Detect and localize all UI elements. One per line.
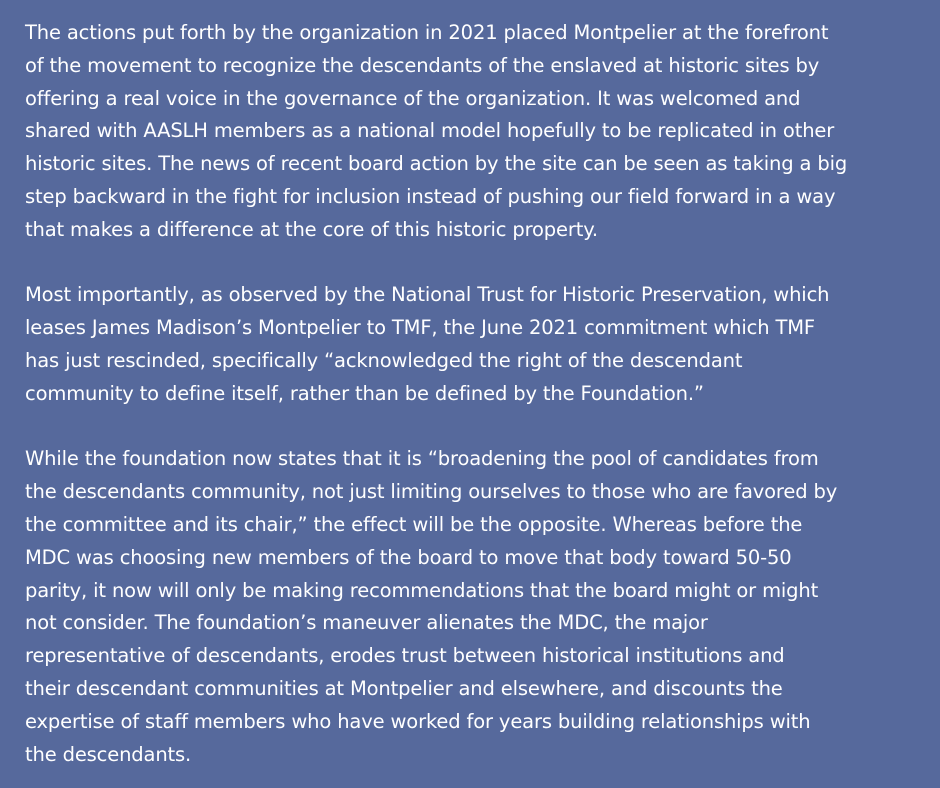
text-line: the committee and its chair,” the effect will be the opposite. Whereas before the	[25, 512, 803, 536]
paragraph-montpelier-2021-actions	[25, 17, 920, 247]
text-line: offering a real voice in the governance of the organization. It was welcomed and	[25, 86, 801, 110]
text-line: shared with AASLH members as a national model hopefully to be replicated in other	[25, 119, 835, 143]
text-line: representative of descendants, erodes trust between historical institutions and	[25, 644, 785, 668]
paragraph-national-trust	[25, 279, 920, 410]
text-line: not consider. The foundation’s maneuver alienates the MDC, the major	[25, 611, 708, 635]
text-line: The actions put forth by the organization in 2021 placed Montpelier at the forefront	[25, 21, 829, 44]
text-line: the descendants community, not just limiting ourselves to those who are favored by	[25, 480, 838, 504]
text-line: Most importantly, as observed by the National Trust for Historic Preservation, which	[25, 283, 830, 307]
text-line: MDC was choosing new members of the board to move that body toward 50-50	[25, 545, 792, 569]
text-line: parity, it now will only be making recommendations that the board might or might	[25, 578, 819, 602]
text-line: community to define itself, rather than be defined by the Foundation.”	[25, 381, 704, 405]
text-line: expertise of staff members who have worked for years building relationships with	[25, 709, 811, 733]
text-line: of the movement to recognize the descendants of the enslaved at historic sites by	[25, 53, 820, 77]
text-line: leases James Madison’s Montpelier to TMF, the June 2021 commitment which TMF	[25, 316, 815, 340]
text-line: While the foundation now states that it is “broadening the pool of candidates from	[25, 447, 819, 471]
text-line: their descendant communities at Montpelier and elsewhere, and discounts the	[25, 676, 783, 700]
paragraph-foundation-statement	[25, 443, 920, 771]
text-line: has just rescinded, specifically “acknowledged the right of the descendant	[25, 348, 743, 372]
text-line: the descendants.	[25, 742, 192, 766]
text-line: that makes a difference at the core of this historic property.	[25, 217, 598, 241]
text-line: historic sites. The news of recent board action by the site can be seen as taking a big	[25, 152, 848, 176]
text-line: step backward in the fight for inclusion instead of pushing our field forward in a way	[25, 184, 836, 208]
